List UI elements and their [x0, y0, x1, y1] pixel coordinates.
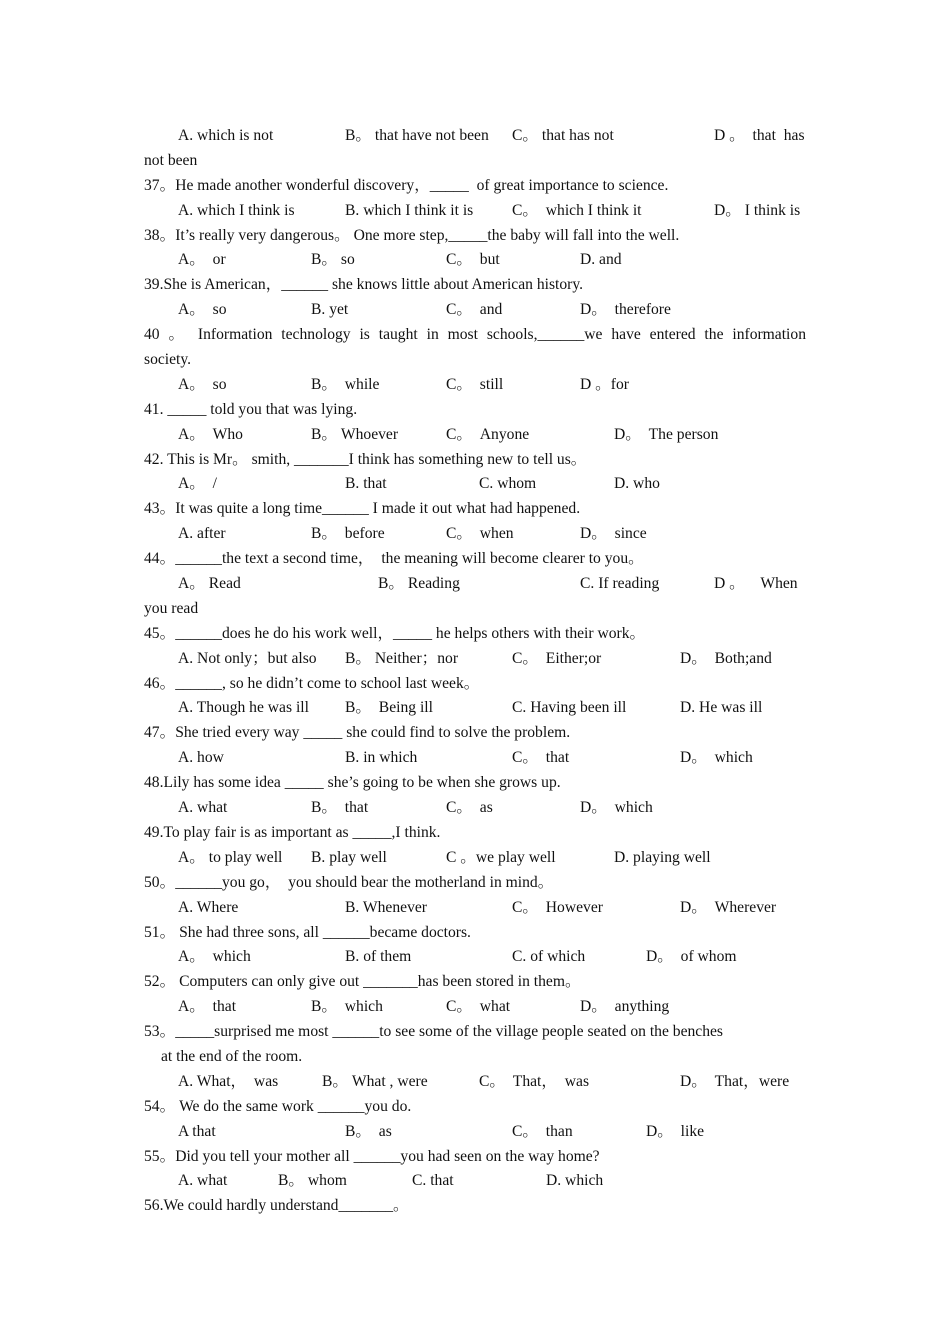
question-text: [144, 771, 806, 796]
answer-option: C。 that: [512, 749, 570, 767]
question-text: [144, 448, 806, 473]
question-text: [144, 1194, 806, 1219]
answer-option: A。 or: [178, 251, 226, 269]
answer-option: D 。 that has: [714, 127, 805, 144]
answer-option: B。 before: [311, 525, 385, 543]
answer-option: D。 which: [580, 799, 653, 817]
question-text: [144, 348, 806, 373]
answer-option: C. If reading: [580, 575, 660, 593]
question-text: [144, 547, 806, 572]
text-line: 39.She is American，______ she knows little about American history.: [144, 276, 584, 294]
question-text: [144, 149, 806, 174]
answer-option: B。 which: [311, 998, 383, 1016]
answer-option: A. Though he was ill: [178, 699, 309, 717]
text-line: 40 。 Information technology is taught in most schools,______we have entered the information: [144, 326, 806, 344]
answer-option: C。 still: [446, 375, 504, 393]
answer-option: C。 but: [446, 251, 500, 269]
question-text: [144, 921, 806, 946]
text-line: society.: [144, 351, 192, 369]
text-line: 45。______does he do his work well，_____ he helps others with their work。: [144, 624, 646, 642]
answer-option: A。 so: [178, 301, 227, 319]
answer-option: A。 that: [178, 998, 237, 1016]
answer-option: B. of them: [345, 948, 412, 966]
answer-options-row: [144, 945, 806, 970]
answer-option: A. after: [178, 525, 226, 543]
answer-option: D。 I think is: [714, 201, 801, 219]
question-text: [144, 1095, 806, 1120]
answer-option: C. that: [412, 1172, 454, 1190]
answer-options-row: [144, 896, 806, 921]
answer-option: B. which I think it is: [345, 201, 474, 219]
text-line: 49.To play fair is as important as _____,I think.: [144, 823, 441, 841]
answer-option: B。 Reading: [378, 575, 460, 593]
answer-option: A。 which: [178, 948, 251, 966]
answer-options-row: [144, 199, 806, 224]
answer-option: A. What， was: [178, 1072, 279, 1090]
answer-options-row: [144, 1169, 806, 1194]
answer-option: D。 Both;and: [680, 649, 772, 667]
question-text: [144, 871, 806, 896]
answer-option: D。 like: [646, 1122, 705, 1140]
answer-option: C。 and: [446, 301, 503, 319]
text-line: 50。______you go， you should bear the motherland in mind。: [144, 873, 554, 891]
question-text: [144, 398, 806, 423]
text-line: 44。______the text a second time， the meaning will become clearer to you。: [144, 550, 644, 568]
answer-option: D 。for: [580, 375, 629, 393]
answer-options-row: [144, 248, 806, 273]
answer-option: A。 Read: [178, 575, 241, 593]
text-line: 41. _____ told you that was lying.: [144, 400, 358, 418]
answer-option: C。 Either;or: [512, 649, 602, 667]
text-line: 53。_____surprised me most ______to see some of the village people seated on the benches: [144, 1023, 724, 1041]
answer-option: D. which: [546, 1172, 604, 1190]
answer-option: A。 Who: [178, 425, 243, 443]
answer-option: A. which is not: [178, 127, 274, 144]
document-page: [144, 124, 806, 1219]
answer-options-row: [144, 1070, 806, 1095]
answer-option: B。 while: [311, 375, 380, 393]
answer-option: A that: [178, 1122, 216, 1140]
answer-options-row: [144, 124, 806, 149]
question-text: [144, 721, 806, 746]
text-line: you read: [144, 599, 199, 617]
question-text: [144, 273, 806, 298]
answer-option: C。 than: [512, 1122, 573, 1140]
text-line: 52。 Computers can only give out _______has been stored in them。: [144, 973, 581, 991]
answer-options-row: [144, 1120, 806, 1145]
answer-options-row: [144, 472, 806, 497]
answer-option: A。 /: [178, 475, 217, 493]
answer-option: B。 whom: [278, 1172, 347, 1190]
answer-option: A. which I think is: [178, 201, 295, 219]
text-line: 42. This is Mr。 smith, _______I think has something new to tell us。: [144, 450, 587, 468]
answer-options-row: [144, 373, 806, 398]
answer-option: C。 which I think it: [512, 201, 642, 219]
question-text: [144, 597, 806, 622]
answer-option: A。 to play well: [178, 848, 283, 866]
question-text: [144, 970, 806, 995]
text-line: 48.Lily has some idea _____ she’s going to be when she grows up.: [144, 774, 561, 792]
answer-option: B. yet: [311, 301, 349, 319]
answer-option: C 。we play well: [446, 848, 556, 866]
text-line: 56.We could hardly understand_______。: [144, 1197, 409, 1215]
question-text: [144, 224, 806, 249]
text-line: not been: [144, 151, 198, 169]
question-continuation: [144, 1045, 806, 1070]
answer-option: A. what: [178, 799, 228, 817]
text-line: 51。 She had three sons, all ______became doctors.: [144, 923, 471, 941]
answer-option: D。 The person: [614, 425, 719, 443]
answer-option: D。 therefore: [580, 301, 671, 319]
answer-option: B。 that have not been: [345, 127, 489, 144]
answer-option: B。 as: [345, 1122, 392, 1140]
question-text: [144, 174, 806, 199]
answer-option: D。 Wherever: [680, 898, 777, 916]
answer-option: B。 that: [311, 799, 369, 817]
answer-option: D. playing well: [614, 848, 711, 866]
answer-option: B. that: [345, 475, 387, 493]
question-text: [144, 323, 806, 348]
question-text: [144, 672, 806, 697]
answer-options-row: [144, 746, 806, 771]
answer-option: B。 Neither；nor: [345, 649, 459, 667]
answer-option: D。 anything: [580, 998, 670, 1016]
text-line: 55。Did you tell your mother all ______you had seen on the way home?: [144, 1147, 600, 1165]
answer-option: A. Not only；but also: [178, 649, 317, 667]
answer-option: A. how: [178, 749, 224, 767]
answer-option: A。 so: [178, 375, 227, 393]
answer-option: D. who: [614, 475, 660, 493]
text-line: 37。He made another wonderful discovery，_____ of great importance to science.: [144, 176, 669, 194]
answer-option: B。 What , were: [322, 1072, 428, 1090]
answer-option: C。 However: [512, 898, 603, 916]
answer-option: B. play well: [311, 848, 387, 866]
answer-option: D。 since: [580, 525, 647, 543]
answer-option: D. He was ill: [680, 699, 763, 717]
answer-option: B。 so: [311, 251, 355, 269]
text-line: 54。 We do the same work ______you do.: [144, 1097, 412, 1115]
text-line: 47。She tried every way _____ she could find to solve the problem.: [144, 724, 571, 742]
answer-option: C。 when: [446, 525, 514, 543]
answer-option: A. Where: [178, 898, 239, 916]
answer-option: C。 what: [446, 998, 511, 1016]
answer-options-row: [144, 647, 806, 672]
question-text: [144, 1020, 806, 1045]
text-line: 43。It was quite a long time______ I made it out what had happened.: [144, 500, 581, 518]
answer-option: C. whom: [479, 475, 537, 493]
answer-options-row: [144, 696, 806, 721]
answer-option: B。 Being ill: [345, 699, 433, 717]
answer-options-row: [144, 522, 806, 547]
text-line: 46。______, so he didn’t come to school last week。: [144, 674, 480, 692]
answer-option: D。 of whom: [646, 948, 737, 966]
question-text: [144, 622, 806, 647]
answer-options-row: [144, 423, 806, 448]
question-text: [144, 1145, 806, 1170]
answer-option: C。 That， was: [479, 1072, 590, 1090]
answer-option: D。 That，were: [680, 1072, 790, 1090]
answer-options-row: [144, 572, 806, 597]
answer-option: C. of which: [512, 948, 586, 966]
answer-option: C。 as: [446, 799, 493, 817]
text-line: at the end of the room.: [161, 1047, 303, 1065]
answer-option: A. what: [178, 1172, 228, 1190]
answer-options-row: [144, 846, 806, 871]
answer-option: B. in which: [345, 749, 418, 767]
answer-option: B. Whenever: [345, 898, 427, 916]
answer-option: D 。 When: [714, 575, 798, 593]
text-line: 38。It’s really very dangerous。 One more step,_____the baby will fall into the well.: [144, 226, 680, 244]
answer-option: D. and: [580, 251, 622, 269]
answer-options-row: [144, 796, 806, 821]
answer-options-row: [144, 298, 806, 323]
answer-options-row: [144, 995, 806, 1020]
answer-option: C。 that has not: [512, 127, 614, 144]
question-text: [144, 497, 806, 522]
answer-option: B。 Whoever: [311, 425, 399, 443]
answer-option: C. Having been ill: [512, 699, 627, 717]
answer-option: C。 Anyone: [446, 425, 530, 443]
answer-option: D。 which: [680, 749, 753, 767]
question-text: [144, 821, 806, 846]
